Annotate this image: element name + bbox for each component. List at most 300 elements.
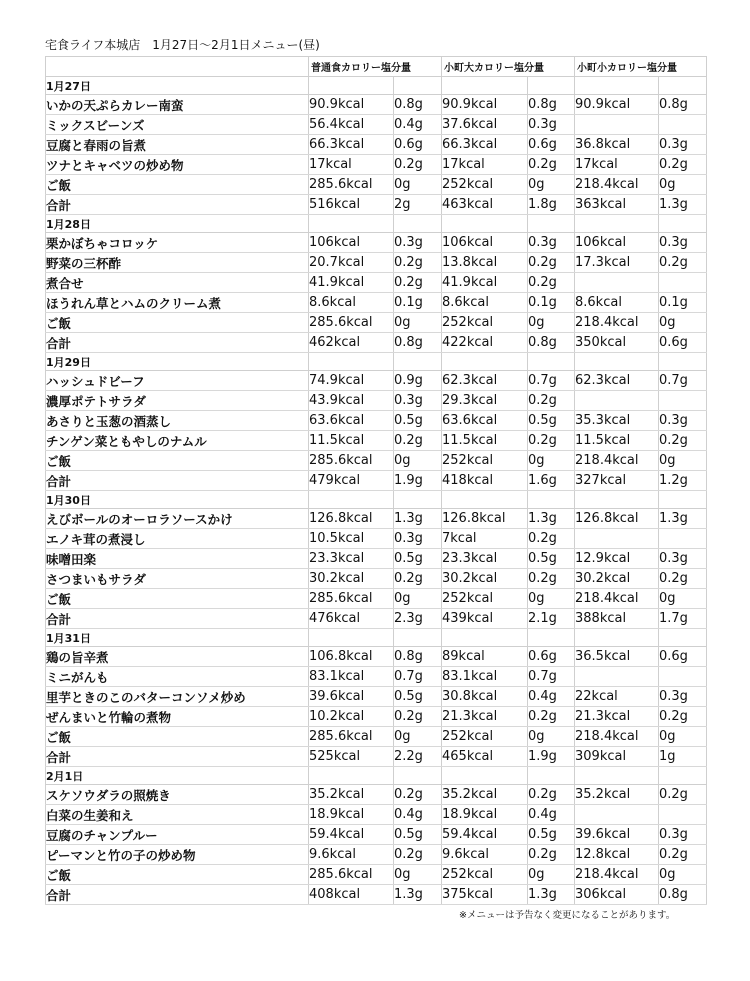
menu-table bbox=[45, 56, 707, 905]
date-row-empty-cell bbox=[575, 353, 659, 371]
salt-cell: 0g bbox=[394, 865, 442, 885]
salt-cell: 0.3g bbox=[394, 233, 442, 253]
calorie-cell: 17kcal bbox=[442, 155, 528, 175]
calorie-cell: 285.6kcal bbox=[309, 451, 394, 471]
dish-name: 合計 bbox=[46, 885, 309, 905]
calorie-cell: 439kcal bbox=[442, 609, 528, 629]
salt-cell: 0.6g bbox=[659, 647, 707, 667]
calorie-cell: 90.9kcal bbox=[575, 95, 659, 115]
salt-cell: 0.4g bbox=[394, 115, 442, 135]
dish-name: 合計 bbox=[46, 333, 309, 353]
calorie-cell bbox=[575, 805, 659, 825]
salt-cell: 0.3g bbox=[659, 825, 707, 845]
calorie-cell: 13.8kcal bbox=[442, 253, 528, 273]
table-row bbox=[46, 529, 707, 549]
date-row-empty-cell bbox=[394, 353, 442, 371]
calorie-cell: 465kcal bbox=[442, 747, 528, 767]
date-row-empty-cell bbox=[528, 767, 575, 785]
calorie-cell: 126.8kcal bbox=[309, 509, 394, 529]
date-row-empty-cell bbox=[659, 629, 707, 647]
calorie-cell bbox=[575, 273, 659, 293]
calorie-cell: 285.6kcal bbox=[309, 589, 394, 609]
salt-cell: 0.7g bbox=[394, 667, 442, 687]
dish-name: ミニがんも bbox=[46, 667, 309, 687]
salt-cell: 1.3g bbox=[528, 885, 575, 905]
calorie-cell: 218.4kcal bbox=[575, 175, 659, 195]
calorie-cell: 350kcal bbox=[575, 333, 659, 353]
table-row bbox=[46, 391, 707, 411]
calorie-cell: 126.8kcal bbox=[442, 509, 528, 529]
calorie-cell: 462kcal bbox=[309, 333, 394, 353]
calorie-cell: 30.2kcal bbox=[442, 569, 528, 589]
dish-name: ミックスビーンズ bbox=[46, 115, 309, 135]
table-row bbox=[46, 175, 707, 195]
calorie-cell: 89kcal bbox=[442, 647, 528, 667]
table-row bbox=[46, 371, 707, 391]
dish-name: 煮合せ bbox=[46, 273, 309, 293]
salt-cell: 0.3g bbox=[659, 549, 707, 569]
calorie-cell: 30.2kcal bbox=[309, 569, 394, 589]
salt-cell bbox=[659, 273, 707, 293]
salt-cell: 1.3g bbox=[659, 195, 707, 215]
salt-cell: 0.3g bbox=[659, 687, 707, 707]
date-row-empty-cell bbox=[442, 353, 528, 371]
dish-name: さつまいもサラダ bbox=[46, 569, 309, 589]
salt-cell: 1.7g bbox=[659, 609, 707, 629]
calorie-cell: 11.5kcal bbox=[442, 431, 528, 451]
salt-cell: 0.5g bbox=[528, 825, 575, 845]
table-row bbox=[46, 253, 707, 273]
salt-cell: 0.2g bbox=[659, 155, 707, 175]
calorie-cell: 388kcal bbox=[575, 609, 659, 629]
table-row bbox=[46, 609, 707, 629]
salt-cell: 0.2g bbox=[394, 273, 442, 293]
date-row-empty-cell bbox=[394, 77, 442, 95]
salt-cell: 1.9g bbox=[528, 747, 575, 767]
date-label: 1月30日 bbox=[46, 491, 309, 509]
table-row bbox=[46, 273, 707, 293]
salt-cell: 0g bbox=[394, 589, 442, 609]
salt-cell: 0.7g bbox=[528, 371, 575, 391]
salt-cell: 0.8g bbox=[394, 647, 442, 667]
dish-name: 里芋ときのこのバターコンソメ炒め bbox=[46, 687, 309, 707]
table-row bbox=[46, 509, 707, 529]
date-row-empty-cell bbox=[394, 215, 442, 233]
table-row bbox=[46, 727, 707, 747]
calorie-cell: 23.3kcal bbox=[309, 549, 394, 569]
calorie-cell: 41.9kcal bbox=[442, 273, 528, 293]
calorie-cell: 285.6kcal bbox=[309, 727, 394, 747]
salt-cell: 0.3g bbox=[659, 135, 707, 155]
date-row-empty-cell bbox=[442, 215, 528, 233]
date-label: 1月29日 bbox=[46, 353, 309, 371]
salt-cell bbox=[659, 667, 707, 687]
salt-cell: 0g bbox=[394, 727, 442, 747]
calorie-cell: 17.3kcal bbox=[575, 253, 659, 273]
dish-name: ご飯 bbox=[46, 451, 309, 471]
calorie-cell: 37.6kcal bbox=[442, 115, 528, 135]
salt-cell: 0.4g bbox=[528, 687, 575, 707]
salt-cell: 0.6g bbox=[659, 333, 707, 353]
calorie-cell: 22kcal bbox=[575, 687, 659, 707]
calorie-cell: 39.6kcal bbox=[309, 687, 394, 707]
footnote: ※メニューは予告なく変更になることがあります。 bbox=[459, 910, 676, 921]
date-row-empty-cell bbox=[309, 77, 394, 95]
salt-cell: 0.1g bbox=[394, 293, 442, 313]
table-row bbox=[46, 747, 707, 767]
calorie-cell: 218.4kcal bbox=[575, 589, 659, 609]
table-row bbox=[46, 707, 707, 727]
dish-name: ツナとキャベツの炒め物 bbox=[46, 155, 309, 175]
salt-cell: 0.8g bbox=[528, 333, 575, 353]
calorie-cell: 63.6kcal bbox=[442, 411, 528, 431]
calorie-cell bbox=[575, 667, 659, 687]
dish-name: あさりと玉葱の酒蒸し bbox=[46, 411, 309, 431]
table-row bbox=[46, 313, 707, 333]
salt-cell: 0.2g bbox=[659, 707, 707, 727]
date-row-empty-cell bbox=[575, 491, 659, 509]
date-row-empty-cell bbox=[528, 491, 575, 509]
calorie-cell: 252kcal bbox=[442, 727, 528, 747]
dish-name: 白菜の生姜和え bbox=[46, 805, 309, 825]
table-row bbox=[46, 431, 707, 451]
salt-cell: 0.2g bbox=[528, 273, 575, 293]
salt-cell: 0g bbox=[659, 451, 707, 471]
dish-name: 合計 bbox=[46, 747, 309, 767]
calorie-cell: 126.8kcal bbox=[575, 509, 659, 529]
calorie-cell: 106kcal bbox=[442, 233, 528, 253]
calorie-cell: 252kcal bbox=[442, 313, 528, 333]
calorie-cell: 285.6kcal bbox=[309, 175, 394, 195]
calorie-cell: 11.5kcal bbox=[309, 431, 394, 451]
salt-cell: 0g bbox=[659, 313, 707, 333]
salt-cell: 0.2g bbox=[528, 253, 575, 273]
calorie-cell: 41.9kcal bbox=[309, 273, 394, 293]
salt-cell: 2g bbox=[394, 195, 442, 215]
dish-name: 味噌田楽 bbox=[46, 549, 309, 569]
calorie-cell: 327kcal bbox=[575, 471, 659, 491]
salt-cell: 0.2g bbox=[528, 785, 575, 805]
calorie-cell: 59.4kcal bbox=[442, 825, 528, 845]
salt-cell: 2.1g bbox=[528, 609, 575, 629]
calorie-cell: 418kcal bbox=[442, 471, 528, 491]
table-row bbox=[46, 451, 707, 471]
salt-cell: 0.2g bbox=[528, 155, 575, 175]
table-row bbox=[46, 805, 707, 825]
calorie-cell: 18.9kcal bbox=[442, 805, 528, 825]
salt-cell: 0.8g bbox=[528, 95, 575, 115]
salt-cell: 0.3g bbox=[394, 529, 442, 549]
salt-cell: 0.2g bbox=[528, 845, 575, 865]
salt-cell: 0.3g bbox=[659, 411, 707, 431]
salt-cell: 0g bbox=[528, 313, 575, 333]
calorie-cell: 56.4kcal bbox=[309, 115, 394, 135]
calorie-cell: 90.9kcal bbox=[309, 95, 394, 115]
header-item bbox=[46, 57, 309, 77]
calorie-cell: 422kcal bbox=[442, 333, 528, 353]
dish-name: ご飯 bbox=[46, 865, 309, 885]
calorie-cell: 35.3kcal bbox=[575, 411, 659, 431]
salt-cell: 0.2g bbox=[394, 569, 442, 589]
date-row bbox=[46, 77, 707, 95]
calorie-cell: 83.1kcal bbox=[309, 667, 394, 687]
calorie-cell: 9.6kcal bbox=[309, 845, 394, 865]
table-row bbox=[46, 115, 707, 135]
salt-cell: 0.2g bbox=[528, 431, 575, 451]
calorie-cell: 375kcal bbox=[442, 885, 528, 905]
table-row bbox=[46, 845, 707, 865]
table-row bbox=[46, 885, 707, 905]
salt-cell: 0.2g bbox=[394, 707, 442, 727]
date-row-empty-cell bbox=[394, 491, 442, 509]
salt-cell: 1.8g bbox=[528, 195, 575, 215]
salt-cell: 0.2g bbox=[659, 785, 707, 805]
dish-name: いかの天ぷらカレー南蛮 bbox=[46, 95, 309, 115]
table-row bbox=[46, 411, 707, 431]
calorie-cell: 36.8kcal bbox=[575, 135, 659, 155]
date-row-empty-cell bbox=[309, 353, 394, 371]
table-row bbox=[46, 865, 707, 885]
salt-cell: 0g bbox=[394, 175, 442, 195]
date-row-empty-cell bbox=[309, 767, 394, 785]
dish-name: 合計 bbox=[46, 609, 309, 629]
salt-cell: 0g bbox=[528, 727, 575, 747]
calorie-cell: 218.4kcal bbox=[575, 313, 659, 333]
header-komachi-small: 小町小カロリー塩分量 bbox=[575, 57, 707, 77]
salt-cell: 0.7g bbox=[659, 371, 707, 391]
calorie-cell: 525kcal bbox=[309, 747, 394, 767]
date-label: 1月31日 bbox=[46, 629, 309, 647]
calorie-cell: 106kcal bbox=[309, 233, 394, 253]
calorie-cell: 12.8kcal bbox=[575, 845, 659, 865]
dish-name: えびボールのオーロラソースかけ bbox=[46, 509, 309, 529]
date-row-empty-cell bbox=[394, 767, 442, 785]
salt-cell: 0g bbox=[528, 589, 575, 609]
date-row-empty-cell bbox=[659, 77, 707, 95]
salt-cell bbox=[659, 115, 707, 135]
date-row-empty-cell bbox=[309, 215, 394, 233]
salt-cell: 0.2g bbox=[659, 253, 707, 273]
calorie-cell: 306kcal bbox=[575, 885, 659, 905]
date-row-empty-cell bbox=[528, 77, 575, 95]
salt-cell: 0.6g bbox=[528, 135, 575, 155]
dish-name: ご飯 bbox=[46, 589, 309, 609]
date-row bbox=[46, 629, 707, 647]
salt-cell: 0.2g bbox=[394, 785, 442, 805]
salt-cell: 0.8g bbox=[659, 885, 707, 905]
calorie-cell: 23.3kcal bbox=[442, 549, 528, 569]
calorie-cell: 12.9kcal bbox=[575, 549, 659, 569]
salt-cell: 0.6g bbox=[394, 135, 442, 155]
date-row-empty-cell bbox=[442, 491, 528, 509]
salt-cell: 0.1g bbox=[659, 293, 707, 313]
calorie-cell: 59.4kcal bbox=[309, 825, 394, 845]
calorie-cell: 66.3kcal bbox=[309, 135, 394, 155]
salt-cell: 0g bbox=[659, 727, 707, 747]
salt-cell bbox=[659, 805, 707, 825]
date-row bbox=[46, 491, 707, 509]
salt-cell: 1.9g bbox=[394, 471, 442, 491]
salt-cell: 0g bbox=[528, 451, 575, 471]
dish-name: 合計 bbox=[46, 471, 309, 491]
date-row-empty-cell bbox=[528, 353, 575, 371]
calorie-cell bbox=[575, 115, 659, 135]
table-row bbox=[46, 233, 707, 253]
salt-cell: 1.2g bbox=[659, 471, 707, 491]
salt-cell: 0.6g bbox=[528, 647, 575, 667]
dish-name: ハッシュドビーフ bbox=[46, 371, 309, 391]
salt-cell: 0.2g bbox=[528, 569, 575, 589]
salt-cell bbox=[659, 391, 707, 411]
table-row bbox=[46, 589, 707, 609]
calorie-cell: 30.8kcal bbox=[442, 687, 528, 707]
dish-name: 合計 bbox=[46, 195, 309, 215]
salt-cell: 0.2g bbox=[528, 529, 575, 549]
salt-cell: 0.2g bbox=[394, 431, 442, 451]
header-komachi-large: 小町大カロリー塩分量 bbox=[442, 57, 575, 77]
salt-cell: 0.8g bbox=[394, 333, 442, 353]
calorie-cell: 43.9kcal bbox=[309, 391, 394, 411]
date-row-empty-cell bbox=[575, 629, 659, 647]
calorie-cell bbox=[575, 391, 659, 411]
calorie-cell: 83.1kcal bbox=[442, 667, 528, 687]
dish-name: チンゲン菜ともやしのナムル bbox=[46, 431, 309, 451]
calorie-cell: 479kcal bbox=[309, 471, 394, 491]
calorie-cell: 252kcal bbox=[442, 451, 528, 471]
date-row-empty-cell bbox=[575, 77, 659, 95]
calorie-cell: 90.9kcal bbox=[442, 95, 528, 115]
table-row bbox=[46, 667, 707, 687]
salt-cell: 0.2g bbox=[394, 155, 442, 175]
calorie-cell: 74.9kcal bbox=[309, 371, 394, 391]
date-row-empty-cell bbox=[394, 629, 442, 647]
table-row bbox=[46, 569, 707, 589]
dish-name: ピーマンと竹の子の炒め物 bbox=[46, 845, 309, 865]
calorie-cell bbox=[575, 529, 659, 549]
salt-cell bbox=[659, 529, 707, 549]
calorie-cell: 21.3kcal bbox=[442, 707, 528, 727]
table-row bbox=[46, 687, 707, 707]
date-row-empty-cell bbox=[575, 767, 659, 785]
table-row bbox=[46, 293, 707, 313]
calorie-cell: 408kcal bbox=[309, 885, 394, 905]
calorie-cell: 11.5kcal bbox=[575, 431, 659, 451]
table-row bbox=[46, 549, 707, 569]
salt-cell: 0.5g bbox=[394, 687, 442, 707]
table-row bbox=[46, 135, 707, 155]
calorie-cell: 309kcal bbox=[575, 747, 659, 767]
table-row bbox=[46, 195, 707, 215]
salt-cell: 0g bbox=[528, 175, 575, 195]
salt-cell: 0.7g bbox=[528, 667, 575, 687]
calorie-cell: 17kcal bbox=[575, 155, 659, 175]
date-row-empty-cell bbox=[659, 215, 707, 233]
calorie-cell: 35.2kcal bbox=[442, 785, 528, 805]
calorie-cell: 218.4kcal bbox=[575, 865, 659, 885]
calorie-cell: 29.3kcal bbox=[442, 391, 528, 411]
salt-cell: 1.3g bbox=[394, 885, 442, 905]
table-row bbox=[46, 155, 707, 175]
calorie-cell: 17kcal bbox=[309, 155, 394, 175]
calorie-cell: 285.6kcal bbox=[309, 313, 394, 333]
calorie-cell: 363kcal bbox=[575, 195, 659, 215]
calorie-cell: 106kcal bbox=[575, 233, 659, 253]
calorie-cell: 9.6kcal bbox=[442, 845, 528, 865]
table-row bbox=[46, 647, 707, 667]
calorie-cell: 7kcal bbox=[442, 529, 528, 549]
salt-cell: 0.5g bbox=[394, 549, 442, 569]
calorie-cell: 516kcal bbox=[309, 195, 394, 215]
salt-cell: 0.4g bbox=[528, 805, 575, 825]
calorie-cell: 476kcal bbox=[309, 609, 394, 629]
table-header-row bbox=[46, 57, 707, 77]
salt-cell: 0.2g bbox=[528, 391, 575, 411]
date-row bbox=[46, 767, 707, 785]
page-title: 宅食ライフ本城店 1月27日〜2月1日メニュー(昼) bbox=[45, 38, 320, 52]
calorie-cell: 10.5kcal bbox=[309, 529, 394, 549]
calorie-cell: 35.2kcal bbox=[575, 785, 659, 805]
header-regular: 普通食カロリー塩分量 bbox=[309, 57, 442, 77]
date-row bbox=[46, 215, 707, 233]
dish-name: ご飯 bbox=[46, 313, 309, 333]
dish-name: 濃厚ポテトサラダ bbox=[46, 391, 309, 411]
dish-name: ご飯 bbox=[46, 175, 309, 195]
table-row bbox=[46, 825, 707, 845]
date-row bbox=[46, 353, 707, 371]
calorie-cell: 252kcal bbox=[442, 865, 528, 885]
date-row-empty-cell bbox=[442, 629, 528, 647]
calorie-cell: 39.6kcal bbox=[575, 825, 659, 845]
calorie-cell: 30.2kcal bbox=[575, 569, 659, 589]
dish-name: 豆腐と春雨の旨煮 bbox=[46, 135, 309, 155]
menu-body bbox=[46, 77, 707, 905]
salt-cell: 0.2g bbox=[394, 253, 442, 273]
date-row-empty-cell bbox=[659, 491, 707, 509]
salt-cell: 0g bbox=[659, 589, 707, 609]
date-row-empty-cell bbox=[575, 215, 659, 233]
salt-cell: 2.2g bbox=[394, 747, 442, 767]
calorie-cell: 66.3kcal bbox=[442, 135, 528, 155]
salt-cell: 0.5g bbox=[394, 825, 442, 845]
calorie-cell: 8.6kcal bbox=[309, 293, 394, 313]
calorie-cell: 218.4kcal bbox=[575, 727, 659, 747]
dish-name: 栗かぼちゃコロッケ bbox=[46, 233, 309, 253]
calorie-cell: 463kcal bbox=[442, 195, 528, 215]
date-row-empty-cell bbox=[309, 491, 394, 509]
table-row bbox=[46, 785, 707, 805]
salt-cell: 0.4g bbox=[394, 805, 442, 825]
date-row-empty-cell bbox=[659, 767, 707, 785]
date-label: 1月28日 bbox=[46, 215, 309, 233]
salt-cell: 0.1g bbox=[528, 293, 575, 313]
table-row bbox=[46, 333, 707, 353]
salt-cell: 0.2g bbox=[394, 845, 442, 865]
calorie-cell: 10.2kcal bbox=[309, 707, 394, 727]
date-row-empty-cell bbox=[528, 629, 575, 647]
salt-cell: 0.5g bbox=[394, 411, 442, 431]
table-row bbox=[46, 95, 707, 115]
calorie-cell: 8.6kcal bbox=[575, 293, 659, 313]
calorie-cell: 20.7kcal bbox=[309, 253, 394, 273]
date-row-empty-cell bbox=[442, 767, 528, 785]
salt-cell: 0.3g bbox=[394, 391, 442, 411]
salt-cell: 0g bbox=[394, 451, 442, 471]
salt-cell: 1g bbox=[659, 747, 707, 767]
salt-cell: 0.5g bbox=[528, 411, 575, 431]
salt-cell: 0.3g bbox=[528, 233, 575, 253]
salt-cell: 1.3g bbox=[394, 509, 442, 529]
calorie-cell: 62.3kcal bbox=[575, 371, 659, 391]
